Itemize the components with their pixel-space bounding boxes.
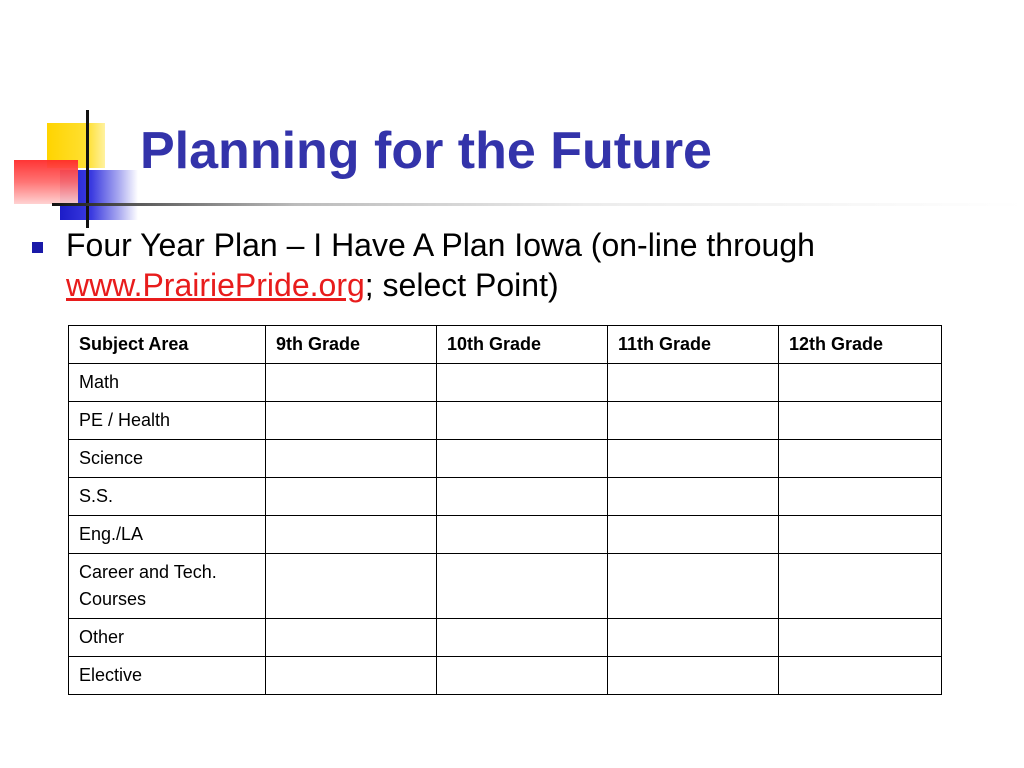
- table-row: [69, 440, 942, 478]
- grade-cell: [437, 619, 608, 657]
- subject-cell: Science: [69, 440, 266, 478]
- grade-cell: [608, 402, 779, 440]
- bullet-text-after: ; select Point): [364, 267, 559, 303]
- header-12th-grade: 12th Grade: [779, 326, 942, 364]
- table-row: [69, 364, 942, 402]
- grade-cell: [266, 364, 437, 402]
- subject-cell: Elective: [69, 657, 266, 695]
- grade-cell: [608, 440, 779, 478]
- grade-cell: [437, 478, 608, 516]
- table-row: [69, 554, 942, 619]
- grade-cell: [779, 478, 942, 516]
- subject-cell: Math: [69, 364, 266, 402]
- subject-cell: PE / Health: [69, 402, 266, 440]
- horizontal-rule-decoration: [52, 203, 1024, 206]
- subject-cell: Other: [69, 619, 266, 657]
- header-11th-grade: 11th Grade: [608, 326, 779, 364]
- grade-cell: [266, 478, 437, 516]
- four-year-plan-table: [68, 325, 942, 695]
- table-row: [69, 478, 942, 516]
- bullet-text: [66, 225, 946, 305]
- table-row: [69, 402, 942, 440]
- grade-cell: [437, 516, 608, 554]
- subject-cell: Career and Tech. Courses: [69, 554, 266, 619]
- header-10th-grade: 10th Grade: [437, 326, 608, 364]
- red-square-decoration: [14, 160, 78, 204]
- grade-cell: [608, 364, 779, 402]
- header-9th-grade: 9th Grade: [266, 326, 437, 364]
- grade-cell: [608, 516, 779, 554]
- grade-cell: [266, 657, 437, 695]
- grade-cell: [779, 364, 942, 402]
- grade-cell: [437, 402, 608, 440]
- subject-cell: Eng./LA: [69, 516, 266, 554]
- grade-cell: [437, 364, 608, 402]
- table-row: [69, 516, 942, 554]
- grade-cell: [266, 554, 437, 619]
- grade-cell: [266, 440, 437, 478]
- grade-cell: [779, 516, 942, 554]
- grade-cell: [779, 402, 942, 440]
- table-row: [69, 657, 942, 695]
- grade-cell: [779, 554, 942, 619]
- subject-cell: S.S.: [69, 478, 266, 516]
- grade-cell: [608, 619, 779, 657]
- grade-cell: [266, 619, 437, 657]
- bullet-text-before: Four Year Plan – I Have A Plan Iowa (on-line through: [66, 227, 815, 263]
- slide-title: Planning for the Future: [140, 122, 712, 180]
- grade-cell: [779, 440, 942, 478]
- grade-cell: [608, 657, 779, 695]
- table-row: [69, 619, 942, 657]
- header-subject-area: Subject Area: [69, 326, 266, 364]
- grade-cell: [266, 402, 437, 440]
- square-bullet-icon: [32, 242, 43, 253]
- vertical-line-decoration: [86, 110, 89, 228]
- grade-cell: [608, 554, 779, 619]
- table-header-row: [69, 326, 942, 364]
- grade-cell: [608, 478, 779, 516]
- grade-cell: [437, 440, 608, 478]
- grade-cell: [437, 554, 608, 619]
- grade-cell: [779, 619, 942, 657]
- grade-cell: [266, 516, 437, 554]
- grade-cell: [779, 657, 942, 695]
- grade-cell: [437, 657, 608, 695]
- prairiepride-link[interactable]: www.PrairiePride.org: [66, 267, 365, 303]
